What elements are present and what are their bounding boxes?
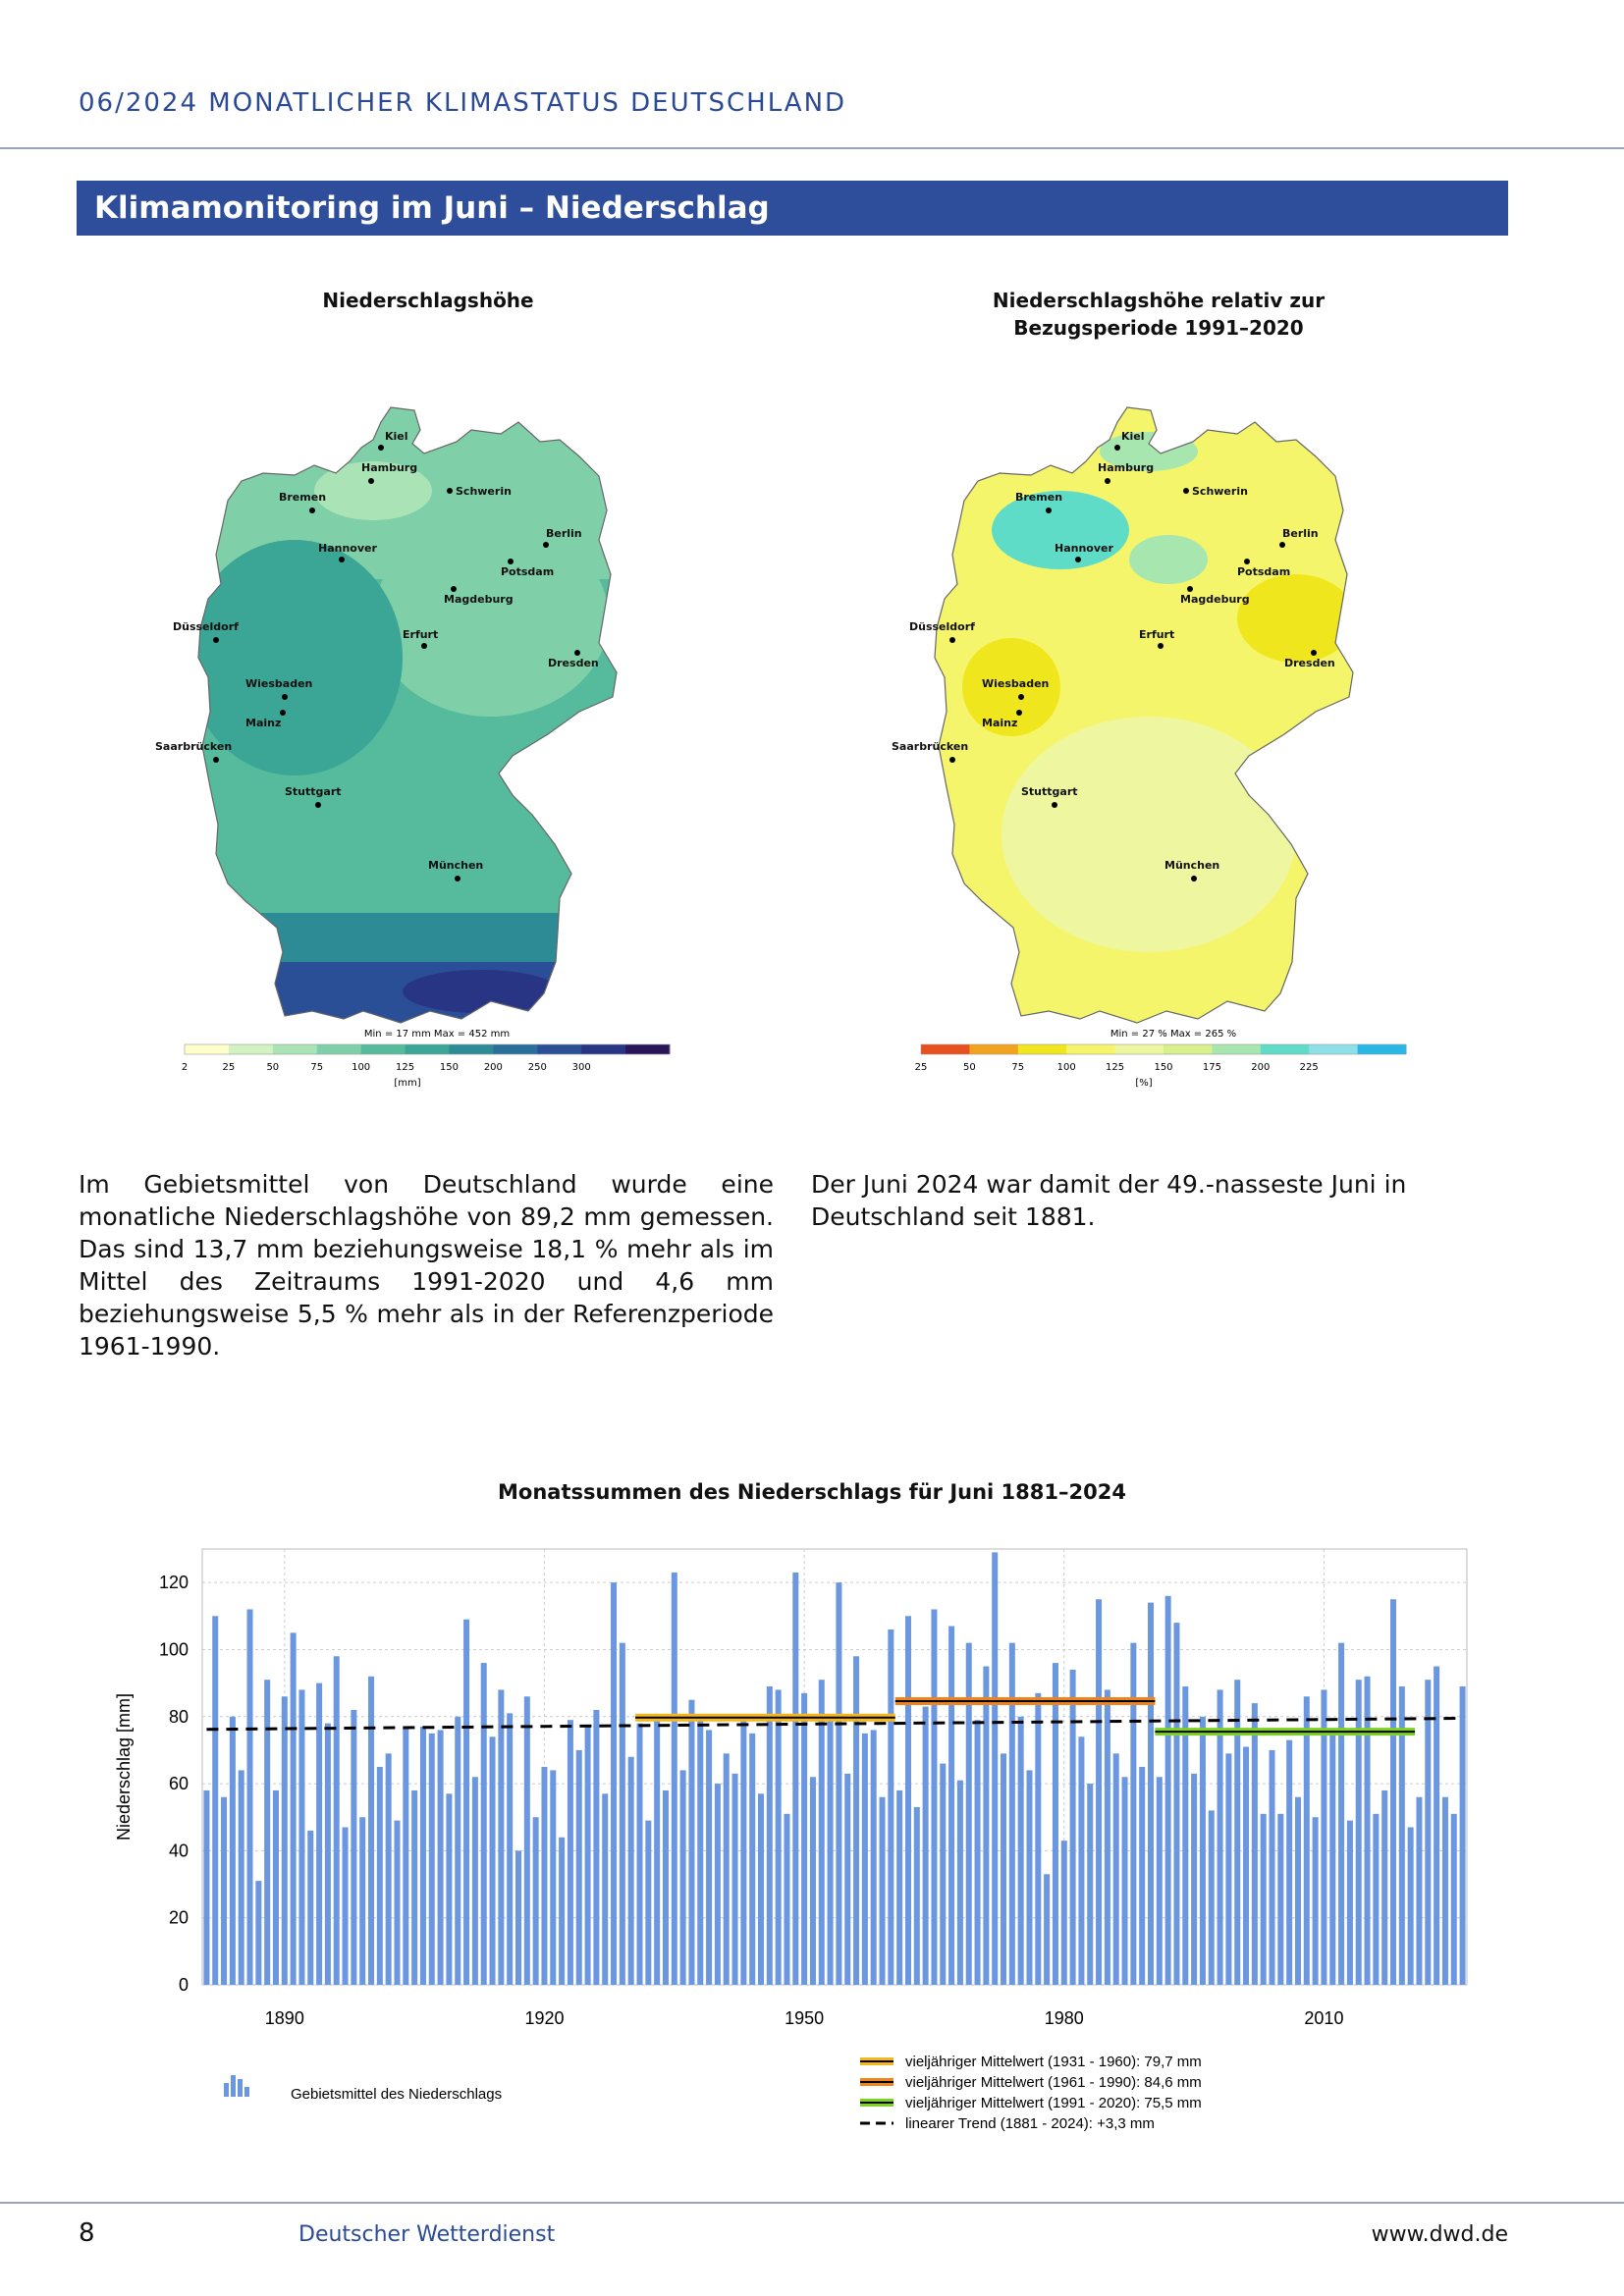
- bar: [706, 1730, 712, 1985]
- city-label: Schwerin: [1192, 485, 1248, 498]
- colorbar-segment: [185, 1044, 229, 1054]
- city-marker: [378, 445, 384, 451]
- colorbar-tick-label: 25: [222, 1062, 236, 1073]
- bar: [1451, 1814, 1457, 1985]
- bar: [828, 1720, 834, 1985]
- colorbar-tick-label: 2: [181, 1062, 189, 1073]
- city-label: Hannover: [1055, 542, 1113, 555]
- bar: [568, 1720, 573, 1985]
- bar: [559, 1838, 565, 1985]
- city-label: Stuttgart: [1021, 785, 1078, 798]
- legend-bar-icon: [224, 2083, 229, 2097]
- bar: [620, 1643, 625, 1985]
- bar: [836, 1582, 841, 1985]
- bar: [810, 1777, 816, 1985]
- city-label: Berlin: [1282, 527, 1319, 540]
- city-label: Potsdam: [501, 565, 555, 578]
- city-marker: [213, 757, 219, 763]
- colorbar-tick-label: 150: [439, 1062, 460, 1073]
- x-tick-label: 1950: [785, 2008, 825, 2028]
- bar: [1078, 1736, 1084, 1985]
- colorbar-tick-label: 250: [527, 1062, 547, 1073]
- city-label: Mainz: [245, 717, 282, 729]
- bar: [888, 1629, 893, 1985]
- colorbar-tick-label: 100: [1056, 1062, 1076, 1073]
- bar: [966, 1643, 972, 1985]
- bar: [377, 1767, 383, 1985]
- bar: [923, 1707, 929, 1985]
- bar: [481, 1663, 487, 1985]
- bar: [680, 1770, 686, 1985]
- bar: [1347, 1821, 1353, 1985]
- city-label: Dresden: [548, 657, 599, 669]
- colorbar-tick-label: 175: [1202, 1062, 1221, 1073]
- colorbar-tick-label: 125: [395, 1062, 415, 1073]
- bar: [239, 1770, 244, 1985]
- bar: [203, 1790, 209, 1985]
- colorbar-segment: [625, 1044, 670, 1054]
- bar: [403, 1727, 408, 1985]
- city-label: Saarbrücken: [892, 740, 969, 753]
- bar: [455, 1717, 460, 1985]
- city-marker: [447, 488, 453, 494]
- x-tick-label: 1890: [264, 2008, 304, 2028]
- bar: [871, 1730, 877, 1985]
- bar: [1130, 1643, 1136, 1985]
- colorbar-tick-label: 75: [310, 1062, 324, 1073]
- bar: [784, 1814, 789, 1985]
- legend-reference-label: vieljähriger Mittelwert (1961 - 1990): 84,6 mm: [905, 2074, 1202, 2091]
- page-number: 8: [79, 2218, 95, 2248]
- bar: [628, 1757, 634, 1985]
- bar: [1425, 1680, 1431, 1985]
- bar: [844, 1774, 850, 1985]
- city-label: Saarbrücken: [155, 740, 233, 753]
- bar: [1295, 1797, 1301, 1985]
- bar: [334, 1656, 340, 1985]
- bar: [1243, 1747, 1249, 1985]
- legend-bar-icon: [231, 2075, 236, 2097]
- bar: [1122, 1777, 1128, 1985]
- city-marker: [339, 557, 345, 562]
- x-tick-label: 1920: [524, 2008, 565, 2028]
- bar: [862, 1734, 868, 1985]
- document-header: 06/2024 MONATLICHER KLIMASTATUS DEUTSCHLAND: [79, 88, 847, 118]
- bar: [688, 1700, 694, 1985]
- bar: [1338, 1643, 1344, 1985]
- city-marker: [1311, 650, 1317, 656]
- colorbar-segment: [317, 1044, 361, 1054]
- publisher-name: Deutscher Wetterdienst: [298, 2222, 556, 2247]
- colorbar-segment: [1261, 1044, 1310, 1054]
- bar: [1442, 1797, 1448, 1985]
- city-label: Wiesbaden: [245, 677, 313, 690]
- bar: [740, 1717, 746, 1985]
- bar: [1356, 1680, 1362, 1985]
- colorbar-tick-label: 150: [1154, 1062, 1173, 1073]
- city-marker: [315, 802, 321, 808]
- city-marker: [1158, 643, 1164, 649]
- y-tick-label: 60: [168, 1774, 189, 1794]
- bar: [1096, 1599, 1102, 1985]
- bar: [576, 1750, 582, 1985]
- bar: [1460, 1686, 1466, 1985]
- bar: [1035, 1693, 1041, 1985]
- bar: [948, 1627, 954, 1985]
- city-label: Düsseldorf: [909, 620, 975, 633]
- colorbar-segment: [537, 1044, 581, 1054]
- colorbar-tick-label: 200: [1251, 1062, 1271, 1073]
- map-zone-east: [373, 520, 609, 717]
- x-tick-label: 2010: [1304, 2008, 1344, 2028]
- city-label: Stuttgart: [285, 785, 342, 798]
- colorbar-unit: [mm]: [394, 1078, 421, 1089]
- bar: [359, 1817, 365, 1985]
- city-marker: [1016, 710, 1022, 716]
- bar: [1018, 1717, 1024, 1985]
- bar: [515, 1850, 521, 1985]
- city-label: Dresden: [1284, 657, 1335, 669]
- city-label: Magdeburg: [444, 593, 514, 606]
- bar: [767, 1686, 773, 1985]
- bar: [732, 1774, 738, 1985]
- bar: [1087, 1784, 1093, 1985]
- bar: [1365, 1677, 1371, 1985]
- bar: [1139, 1767, 1145, 1985]
- colorbar-segment: [1115, 1044, 1164, 1054]
- bar: [368, 1677, 374, 1985]
- map-title-right-line1: Niederschlagshöhe relativ zur: [992, 289, 1326, 312]
- section-banner: Klimamonitoring im Juni – Niederschlag: [77, 181, 1508, 236]
- bar: [1313, 1817, 1319, 1985]
- colorbar-segment: [493, 1044, 537, 1054]
- bar: [438, 1730, 444, 1985]
- plot-area: [202, 1549, 1467, 1985]
- colorbar-tick-label: 75: [1011, 1062, 1025, 1073]
- bar: [230, 1717, 236, 1985]
- y-tick-label: 100: [158, 1639, 189, 1660]
- legend-reference-label: vieljähriger Mittelwert (1931 - 1960): 79,7 mm: [905, 2054, 1202, 2070]
- bar: [1026, 1770, 1032, 1985]
- map-zone-south: [1001, 717, 1296, 952]
- bar: [1408, 1827, 1414, 1985]
- city-marker: [451, 586, 457, 592]
- map-zone-magdeburg: [1129, 535, 1208, 584]
- city-marker: [1105, 478, 1110, 484]
- bar: [420, 1727, 426, 1985]
- colorbar-segment: [273, 1044, 317, 1054]
- bar: [1001, 1753, 1006, 1985]
- legend-bar-icon: [244, 2087, 249, 2097]
- city-label: Kiel: [1121, 430, 1145, 443]
- bar: [1070, 1670, 1076, 1985]
- bar: [394, 1821, 400, 1985]
- bar: [533, 1817, 539, 1985]
- june-precipitation-chart: [98, 1531, 1532, 2140]
- city-marker: [1018, 694, 1024, 700]
- bar: [1390, 1599, 1396, 1985]
- city-label: Mainz: [982, 717, 1018, 729]
- bar: [541, 1767, 547, 1985]
- bar: [1373, 1814, 1379, 1985]
- bar: [801, 1693, 807, 1985]
- bar: [247, 1609, 253, 1985]
- min-max-label: Min = 27 % Max = 265 %: [1110, 1029, 1237, 1040]
- bar: [983, 1667, 989, 1985]
- bar: [672, 1573, 677, 1985]
- bar: [524, 1696, 530, 1985]
- colorbar-segment: [449, 1044, 493, 1054]
- bar: [593, 1710, 599, 1985]
- city-marker: [1046, 507, 1052, 513]
- bar: [645, 1821, 651, 1985]
- bar: [351, 1710, 356, 1985]
- bar: [1277, 1814, 1283, 1985]
- city-label: Berlin: [546, 527, 582, 540]
- city-label: München: [1164, 859, 1220, 872]
- bar: [585, 1727, 591, 1985]
- legend-reference-label: vieljähriger Mittelwert (1991 - 2020): 75,5 mm: [905, 2095, 1202, 2111]
- bar: [1234, 1680, 1240, 1985]
- city-marker: [1183, 488, 1189, 494]
- bar: [749, 1734, 755, 1985]
- colorbar-segment: [969, 1044, 1018, 1054]
- bar: [463, 1620, 469, 1985]
- bar: [550, 1770, 556, 1985]
- bar: [507, 1713, 513, 1985]
- colorbar-unit: [%]: [1135, 1078, 1153, 1089]
- city-marker: [1244, 559, 1250, 564]
- summary-paragraph-left: Im Gebietsmittel von Deutschland wurde eine monatliche Niederschlagshöhe von 89,2 mm gemessen. Das sind 13,7 mm beziehungsweise 18,1 % mehr als im Mittel des Zeitraums 1991-2020 und 4,6 mm beziehungsweise 5,5 % mehr als in der Referenzperiode 1961-1990.: [79, 1170, 774, 1361]
- bar: [1053, 1663, 1058, 1985]
- map-title-right-line2: Bezugsperiode 1991–2020: [1013, 316, 1304, 340]
- bar: [896, 1790, 902, 1985]
- bar: [758, 1793, 764, 1985]
- bar: [602, 1793, 608, 1985]
- bar: [905, 1616, 911, 1985]
- precipitation-map: [155, 363, 687, 1090]
- city-marker: [1114, 445, 1120, 451]
- city-label: Düsseldorf: [173, 620, 239, 633]
- city-marker: [949, 637, 955, 643]
- bar: [255, 1881, 261, 1985]
- bar: [386, 1753, 392, 1985]
- colorbar-segment: [1309, 1044, 1358, 1054]
- bar: [1209, 1810, 1215, 1985]
- city-marker: [543, 542, 549, 548]
- bar: [611, 1582, 617, 1985]
- bar: [264, 1680, 270, 1985]
- bar: [307, 1831, 313, 1985]
- summary-paragraph-right: Der Juni 2024 war damit der 49.-nasseste Juni in Deutschland seit 1881.: [811, 1170, 1407, 1231]
- bar: [957, 1781, 963, 1985]
- city-label: Wiesbaden: [982, 677, 1050, 690]
- bar: [724, 1753, 730, 1985]
- x-tick-label: 1980: [1044, 2008, 1084, 2028]
- city-marker: [455, 876, 460, 881]
- colorbar-segment: [1018, 1044, 1067, 1054]
- bar: [1286, 1740, 1292, 1985]
- header-divider: [0, 147, 1624, 149]
- city-marker: [309, 507, 315, 513]
- colorbar-segment: [1212, 1044, 1261, 1054]
- bar: [1061, 1841, 1067, 1985]
- city-label: Erfurt: [1139, 628, 1175, 641]
- bar: [792, 1573, 798, 1985]
- city-marker: [574, 650, 580, 656]
- bar: [1009, 1643, 1015, 1985]
- city-marker: [368, 478, 374, 484]
- y-axis-label: Niederschlag [mm]: [114, 1692, 134, 1842]
- colorbar-segment: [361, 1044, 406, 1054]
- chart-title: Monatssummen des Niederschlags für Juni 1881–2024: [498, 1480, 1126, 1504]
- map-body: [892, 383, 1424, 1070]
- city-marker: [1187, 586, 1193, 592]
- legend-series: [224, 2075, 502, 2103]
- y-tick-label: 80: [168, 1706, 189, 1727]
- bar: [1044, 1874, 1050, 1985]
- colorbar-tick-label: 50: [963, 1062, 976, 1073]
- website-url: www.dwd.de: [1371, 2222, 1508, 2247]
- city-marker: [508, 559, 514, 564]
- city-label: München: [428, 859, 484, 872]
- bar: [282, 1696, 288, 1985]
- city-label: Hamburg: [361, 461, 418, 474]
- colorbar-tick-label: 225: [1299, 1062, 1319, 1073]
- bar: [637, 1724, 643, 1985]
- bar: [880, 1797, 886, 1985]
- bar: [1434, 1667, 1439, 1985]
- bar: [325, 1724, 331, 1985]
- colorbar-tick-label: 300: [571, 1062, 591, 1073]
- bar: [776, 1689, 782, 1985]
- legend-bar-icon: [238, 2079, 243, 2097]
- bar: [1416, 1797, 1422, 1985]
- bar: [1165, 1596, 1171, 1985]
- bar: [490, 1736, 496, 1985]
- bar: [931, 1609, 937, 1985]
- city-marker: [949, 757, 955, 763]
- colorbar-tick-label: 200: [483, 1062, 503, 1073]
- bar: [1191, 1774, 1197, 1985]
- bar: [1261, 1814, 1267, 1985]
- map-body: [155, 383, 687, 1041]
- colorbar-tick-label: 50: [266, 1062, 280, 1073]
- bar: [291, 1632, 297, 1985]
- bar: [1148, 1603, 1154, 1985]
- city-marker: [1052, 802, 1057, 808]
- bar: [212, 1616, 218, 1985]
- bar: [914, 1807, 920, 1985]
- bar: [429, 1734, 435, 1985]
- bar: [343, 1827, 349, 1985]
- min-max-label: Min = 17 mm Max = 452 mm: [363, 1029, 511, 1040]
- y-tick-label: 20: [168, 1907, 189, 1928]
- city-marker: [1191, 876, 1197, 881]
- city-marker: [282, 694, 288, 700]
- colorbar-segment: [1164, 1044, 1213, 1054]
- bar: [819, 1680, 825, 1985]
- city-marker: [1075, 557, 1081, 562]
- city-label: Potsdam: [1237, 565, 1291, 578]
- city-label: Bremen: [279, 491, 327, 504]
- bar: [1157, 1777, 1163, 1985]
- colorbar-segment: [921, 1044, 970, 1054]
- bar: [697, 1717, 703, 1985]
- bar: [273, 1790, 279, 1985]
- map-zone-dresden-dry: [1237, 574, 1355, 663]
- bar: [1113, 1753, 1119, 1985]
- city-marker: [280, 710, 286, 716]
- y-tick-label: 0: [178, 1975, 189, 1995]
- city-marker: [421, 643, 427, 649]
- map-title-right: [943, 287, 1375, 342]
- bar: [316, 1683, 322, 1985]
- bar: [992, 1552, 998, 1985]
- bar: [411, 1790, 417, 1985]
- bar: [498, 1689, 504, 1985]
- colorbar-segment: [581, 1044, 625, 1054]
- bar: [1270, 1750, 1275, 1985]
- bar: [1225, 1753, 1231, 1985]
- y-tick-label: 40: [168, 1841, 189, 1861]
- bar: [1304, 1696, 1310, 1985]
- bar: [446, 1793, 452, 1985]
- bar: [654, 1720, 660, 1985]
- city-marker: [1279, 542, 1285, 548]
- bar: [1329, 1730, 1335, 1985]
- colorbar-tick-label: 125: [1106, 1062, 1125, 1073]
- bar: [1200, 1717, 1206, 1985]
- map-title-left-line1: Niederschlagshöhe: [322, 289, 534, 312]
- city-label: Hamburg: [1098, 461, 1155, 474]
- bar: [221, 1797, 227, 1985]
- bar: [1381, 1790, 1387, 1985]
- bar: [472, 1777, 478, 1985]
- colorbar-segment: [406, 1044, 450, 1054]
- legend-series-label: Gebietsmittel des Niederschlags: [291, 2086, 503, 2103]
- city-label: Hannover: [318, 542, 377, 555]
- colorbar-tick-label: 100: [352, 1062, 371, 1073]
- colorbar-tick-label: 25: [914, 1062, 928, 1073]
- bar: [975, 1720, 981, 1985]
- legend-trend-label: linearer Trend (1881 - 2024): +3,3 mm: [905, 2115, 1155, 2132]
- city-label: Erfurt: [403, 628, 439, 641]
- bar: [1252, 1703, 1258, 1985]
- city-label: Magdeburg: [1180, 593, 1250, 606]
- bar: [715, 1784, 721, 1985]
- city-label: Bremen: [1015, 491, 1063, 504]
- city-marker: [213, 637, 219, 643]
- precipitation-relative-map: [892, 363, 1424, 1090]
- city-label: Kiel: [385, 430, 408, 443]
- colorbar-segment: [1066, 1044, 1115, 1054]
- bar: [663, 1790, 669, 1985]
- bar: [1173, 1623, 1179, 1985]
- bar: [853, 1656, 859, 1985]
- bar: [1105, 1689, 1110, 1985]
- bar: [940, 1764, 946, 1985]
- map-title-left: [232, 287, 624, 314]
- y-tick-label: 120: [158, 1573, 189, 1593]
- bar: [298, 1689, 304, 1985]
- colorbar-segment: [1358, 1044, 1407, 1054]
- city-label: Schwerin: [456, 485, 512, 498]
- colorbar-segment: [229, 1044, 273, 1054]
- footer-divider: [0, 2202, 1624, 2204]
